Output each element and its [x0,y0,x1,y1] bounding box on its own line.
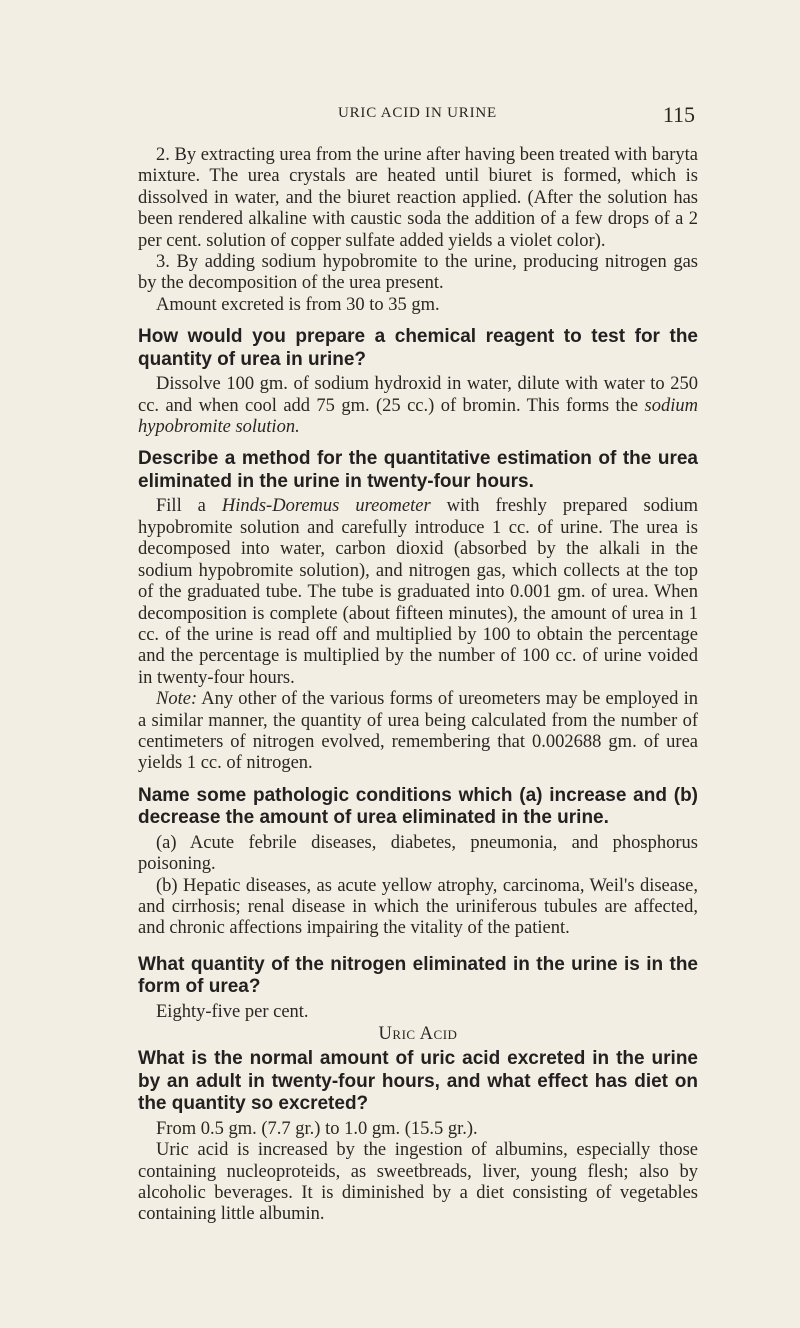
answer-method-pre: Fill a [156,496,222,517]
answer-method-emphasis: Hinds-Doremus ureometer [221,496,431,517]
question-pathologic-conditions: Name some pathologic conditions which (a) increase and (b) decrease the amount of urea eliminated in the urine. [138,784,698,829]
question-quantitative-method: Describe a method for the quantitative estimation of the urea eliminated in the urine in twenty-four hours. [138,448,698,492]
note-label: Note: [156,689,198,710]
paragraph-amount-excreted: Amount excreted is from 30 to 35 gm. [156,294,440,315]
answer-quantitative-method [138,496,698,689]
answer-decrease: (b) Hepatic diseases, as acute yellow atrophy, carcinoma, Weil's disease, and cirrhosis; renal disease in which the uriniferous tubules are affected, and chronic affections impairing the vitality of the patient. [138,875,698,939]
note-paragraph [138,689,698,775]
answer-increase: (a) Acute febrile diseases, diabetes, pneumonia, and phosphorus poisoning. [138,832,698,875]
question-nitrogen-fraction: What quantity of the nitrogen eliminated in the urine is in the form of urea? [138,953,698,998]
question-uric-acid-amount: What is the normal amount of uric acid excreted in the urine by an adult in twenty-four hours, and what effect has diet on the quantity so excreted? [138,1048,698,1115]
section-title-uric-acid: Uric Acid [378,1024,458,1045]
running-title: URIC ACID IN URINE [338,105,497,121]
answer-reagent [138,374,698,438]
paragraph-method-3: 3. By adding sodium hypobromite to the urine, producing nitrogen gas by the decomposition of the urea present. [138,252,698,294]
answer-reagent-emphasis: sodium hypobromite solution. [138,395,698,438]
answer-nitrogen-fraction: Eighty-five per cent. [156,1001,309,1022]
answer-uric-acid-amount: From 0.5 gm. (7.7 gr.) to 1.0 gm. (15.5 gr.). [156,1118,478,1139]
answer-reagent-text: Dissolve 100 gm. of sodium hydroxid in water, dilute with water to 250 cc. and when cool add 75 gm. (25 cc.) of bromin. This forms the [138,374,698,416]
answer-method-post: with freshly prepared sodium hypobromite solution and carefully introduce 1 cc. of urine. The urea is decomposed into water, carbon dioxid (absorbed by the alkali in the sodium hypobromite solution), and nitrogen gas, which collects at the top of the graduated tube. The tube is graduated into 0.001 gm. of urea. When decomposition is complete (about fifteen minutes), the amount of urea in 1 cc. of the urine is read off and multiplied by 100 to obtain the percentage and the percentage is multiplied by the number of 100 cc. of urine voided in twenty-four hours. [138,496,698,688]
answer-diet-effect: Uric acid is increased by the ingestion of albumins, especially those containing nucleoproteids, as sweetbreads, liver, young flesh; also by alcoholic beverages. It is diminished by a diet consisting of vegetables containing little albumin. [138,1140,698,1225]
body-text [138,145,698,1226]
question-reagent: How would you prepare a chemical reagent to test for the quantity of urea in urine? [138,326,698,370]
note-text: Any other of the various forms of ureometers may be employed in a similar manner, the quantity of urea being calculated from the number of centimeters of nitrogen evolved, remembering that 0.002688 gm. of urea yields 1 cc. of nitrogen. [138,689,698,774]
paragraph-method-2: 2. By extracting urea from the urine after having been treated with baryta mixture. The urea crystals are heated until biuret is formed, which is dissolved in water, and the biuret reaction applied. (After the solution has been rendered alkaline with caustic soda the addition of a few drops of a 2 per cent. solution of copper sulfate added yields a violet color). [138,145,698,251]
page-number: 115 [662,102,695,127]
running-head [140,102,695,131]
